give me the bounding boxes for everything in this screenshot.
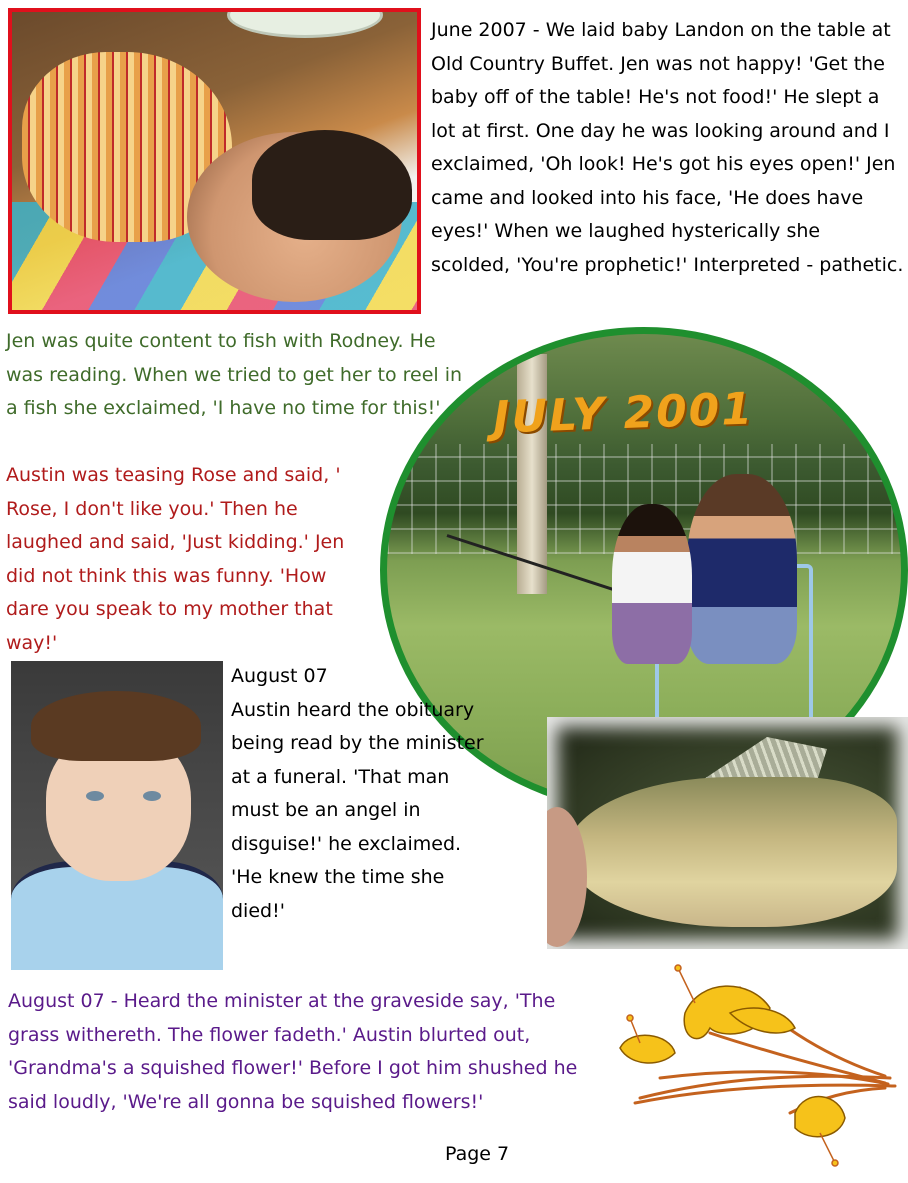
girl-fishing bbox=[612, 504, 692, 664]
obituary-story: August 07 Austin heard the obituary being read by the minister at a funeral. 'That man must be an angel in disguise!' he exclaimed. 'He knew the time she died!' bbox=[231, 665, 484, 922]
fishing-story: Jen was quite content to fish with Rodney. He was reading. When we tried to get her to reel in a fish she exclaimed, 'I have no time for this!' bbox=[6, 330, 463, 419]
boy-eye-left bbox=[86, 791, 104, 801]
plate bbox=[227, 8, 383, 38]
squished-flower-illustration bbox=[600, 958, 900, 1173]
fish-photo bbox=[547, 717, 908, 949]
photo-date-label: JULY 2001 bbox=[492, 383, 755, 444]
teasing-story: Austin was teasing Rose and said, ' Rose, I don't like you.' Then he laughed and said, 'Just kidding.' Jen did not think this was funny. 'How dare you speak to my mother that way!' bbox=[6, 464, 345, 654]
baby-hair bbox=[252, 130, 412, 240]
fish-body bbox=[567, 777, 897, 927]
austin-photo bbox=[11, 661, 223, 970]
graveside-story: August 07 - Heard the minister at the graveside say, 'The grass withereth. The flower fadeth.' Austin blurted out, 'Grandma's a squished flower!' Before I got him shushed he said loudly, 'We're all gonna be squished flowers!' bbox=[8, 990, 578, 1113]
flower-blossoms bbox=[620, 986, 845, 1137]
boy-eye-right bbox=[143, 791, 161, 801]
june-2007-story: June 2007 - We laid baby Landon on the table at Old Country Buffet. Jen was not happy! 'Get the baby off of the table! He's not food!' He slept a lot at first. One day he was looking around and I exclaimed, 'Oh look! He's got his eyes open!' Jen came and looked into his face, 'He does have eyes!' When we laughed hysterically she scolded, 'You're prophetic!' Interpreted - pathetic. bbox=[431, 19, 904, 276]
boy-hair bbox=[31, 691, 201, 761]
sleeping-baby-photo bbox=[8, 8, 421, 314]
man-reading bbox=[687, 474, 797, 664]
page-number: Page 7 bbox=[445, 1143, 510, 1165]
